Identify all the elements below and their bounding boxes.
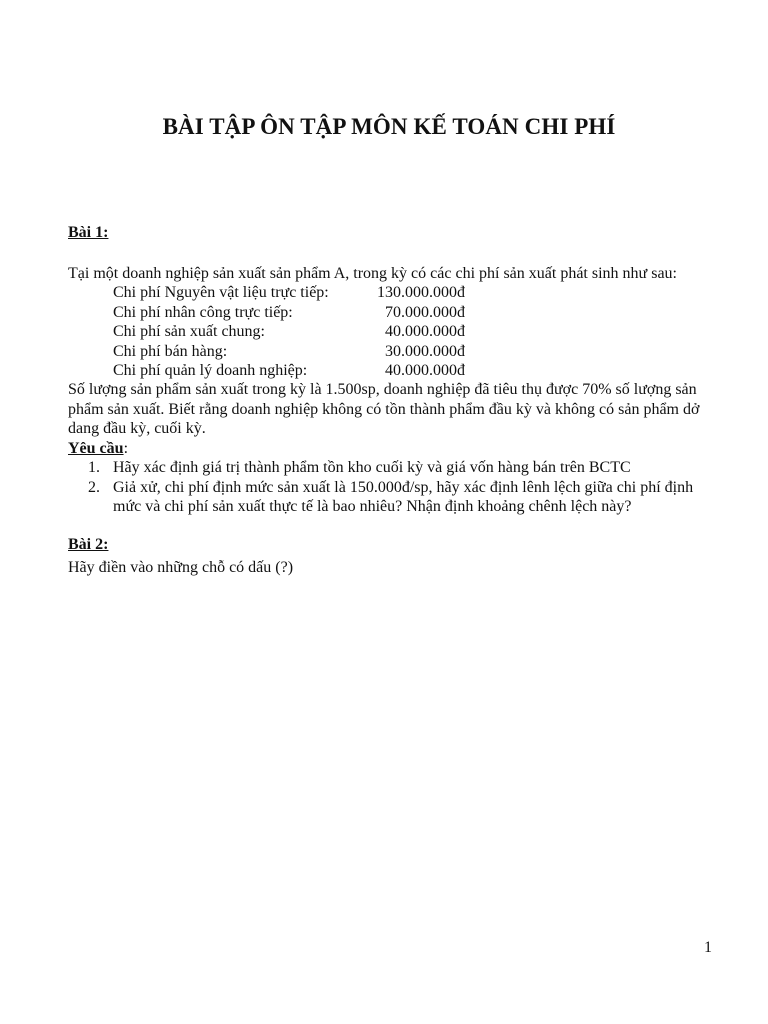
cost-row <box>113 361 465 381</box>
paragraph-line: Số lượng sản phẩm sản xuất trong kỳ là 1.500sp, doanh nghiệp đã tiêu thụ được 70% số lượng sản <box>68 381 697 398</box>
requirement-heading <box>68 439 128 459</box>
cost-row <box>113 283 465 303</box>
page-title: BÀI TẬP ÔN TẬP MÔN KẾ TOÁN CHI PHÍ <box>162 114 616 139</box>
cost-row <box>113 322 465 342</box>
exercise-1-heading: Bài 1: <box>68 224 109 241</box>
exercise-2-instruction: Hãy điền vào những chỗ có dấu (?) <box>68 559 294 576</box>
cost-amount: 130.000.000đ <box>377 284 465 301</box>
cost-label: Chi phí quản lý doanh nghiệp: <box>113 362 308 379</box>
cost-row <box>113 303 465 323</box>
cost-amount: 30.000.000đ <box>385 342 465 360</box>
exercise-2-heading: Bài 2: <box>68 536 109 553</box>
list-text: Hãy xác định giá trị thành phẩm tồn kho cuối kỳ và giá vốn hàng bán trên BCTC <box>113 459 631 476</box>
exercise-1-intro: Tại một doanh nghiệp sản xuất sản phẩm A, trong kỳ có các chi phí sản xuất phát sinh như sau: <box>68 265 677 282</box>
list-text: mức và chi phí sản xuất thực tế là bao nhiêu? Nhận định khoảng chênh lệch này? <box>113 498 632 515</box>
cost-label: Chi phí sản xuất chung: <box>113 323 265 340</box>
cost-label: Chi phí nhân công trực tiếp: <box>113 303 293 321</box>
list-number: 1. <box>88 459 100 476</box>
cost-label: Chi phí Nguyên vật liệu trực tiếp: <box>113 284 329 301</box>
cost-amount: 40.000.000đ <box>385 323 465 340</box>
cost-amount: 70.000.000đ <box>385 303 465 321</box>
cost-label: Chi phí bán hàng: <box>113 342 228 360</box>
page-number: 1 <box>704 939 712 956</box>
paragraph-line: dang đầu kỳ, cuối kỳ. <box>68 420 206 437</box>
cost-row <box>113 342 465 362</box>
requirement-colon: : <box>123 439 129 457</box>
list-number: 2. <box>88 478 100 496</box>
cost-amount: 40.000.000đ <box>385 362 465 379</box>
requirement-label: Yêu cầu <box>68 439 124 457</box>
list-text: Giả xử, chi phí định mức sản xuất là 150.000đ/sp, hãy xác định lênh lệch giữa chi phí định <box>113 478 694 496</box>
paragraph-line: phẩm sản xuất. Biết rằng doanh nghiệp không có tồn thành phẩm đầu kỳ và không có sản phẩm dở <box>68 400 700 418</box>
